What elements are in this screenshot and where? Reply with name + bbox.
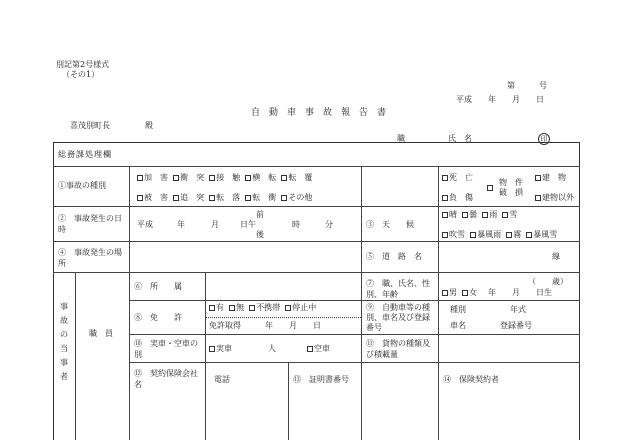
license-acquired: 免許取得 年 月 日	[209, 321, 321, 330]
col-divider	[205, 272, 206, 440]
property-checkbox	[487, 184, 494, 192]
checkbox[interactable]	[502, 212, 508, 218]
occupancy-actual: 実車	[209, 345, 232, 353]
form-number: 別記第2号様式	[56, 60, 110, 69]
checkbox[interactable]	[442, 290, 448, 296]
vehicle-model-year: 年式	[510, 305, 526, 314]
person-label: ⑦ 職、氏名、性別、年齢	[366, 279, 430, 299]
weather-row1: 晴 曇 雨 雪	[442, 211, 517, 219]
col-divider	[438, 206, 439, 362]
checkbox[interactable]	[506, 232, 512, 238]
accident-type-label: ①事故の種別	[58, 181, 106, 190]
license-divider	[205, 317, 361, 318]
license-options: 有 無 不携帯 停止中	[209, 304, 316, 312]
place-label: ④ 事故発生の場所	[58, 248, 122, 268]
checkbox[interactable]	[173, 175, 179, 181]
datetime-minute: 分	[325, 220, 333, 229]
col-divider	[288, 362, 289, 440]
row-divider	[129, 334, 580, 335]
checkbox[interactable]	[442, 212, 448, 218]
checkbox[interactable]	[307, 346, 313, 352]
occupancy-persons: 人	[268, 344, 276, 353]
checkbox[interactable]	[245, 195, 251, 201]
datetime-hour: 時	[292, 220, 300, 229]
occupancy-label: ⑩ 実車・空車の別	[134, 339, 198, 359]
building-option: 建 物	[535, 174, 566, 182]
col-divider	[361, 166, 362, 440]
accident-type-row1: 加 害 衝 突 接 触 横 転 転 覆	[137, 174, 312, 182]
seal-mark: 印	[538, 133, 550, 145]
form-sub-number: （その1）	[62, 70, 100, 79]
checkbox[interactable]	[137, 195, 143, 201]
vehicle-label: ⑨ 自動車等の種別、車名及び登録番号	[366, 303, 430, 332]
report-number-label: 第 号	[507, 81, 547, 90]
vehicle-type: 種別	[450, 305, 466, 314]
checkbox[interactable]	[209, 305, 215, 311]
person-birthdate: 年 月 日生	[488, 288, 552, 297]
datetime-label: ② 事故発生の日時	[58, 214, 122, 234]
checkbox[interactable]	[209, 195, 215, 201]
checkbox[interactable]	[470, 232, 476, 238]
checkbox[interactable]	[535, 195, 541, 201]
property-label-2: 破 損	[499, 188, 523, 197]
weather-label: ③ 天 候	[366, 220, 414, 229]
checkbox[interactable]	[442, 195, 448, 201]
reporter-name-label: 氏 名	[448, 134, 472, 143]
license-label: ⑧ 免 許	[134, 313, 182, 322]
checkbox[interactable]	[482, 212, 488, 218]
checkbox[interactable]	[526, 232, 532, 238]
document-title: 自 動 車 事 故 報 告 書	[251, 108, 387, 118]
datetime-am: 前	[256, 210, 264, 219]
checkbox[interactable]	[462, 212, 468, 218]
checkbox[interactable]	[245, 175, 251, 181]
parties-vertical-label: 事故の当事者	[60, 302, 68, 381]
person-sex: 男 女	[442, 289, 477, 297]
checkbox[interactable]	[173, 195, 179, 201]
road-suffix: 線	[552, 252, 560, 261]
row-divider	[53, 272, 580, 273]
checkbox[interactable]	[281, 175, 287, 181]
datetime-year: 年	[177, 220, 185, 229]
row-divider	[53, 206, 580, 207]
occupancy-empty: 空車	[307, 345, 330, 353]
datetime-month: 月	[211, 220, 219, 229]
row-divider	[129, 362, 580, 363]
vehicle-car-name: 車名	[450, 321, 466, 330]
checkbox[interactable]	[487, 185, 493, 191]
checkbox[interactable]	[229, 305, 235, 311]
reporter-position-label: 職	[397, 134, 405, 143]
checkbox[interactable]	[249, 305, 255, 311]
road-label: ⑤ 道 路 名	[366, 252, 422, 261]
injury-option: 負 傷	[442, 194, 473, 202]
weather-row2: 吹雪 暴風雨 霧 暴風雪	[442, 231, 557, 239]
checkbox[interactable]	[137, 175, 143, 181]
checkbox[interactable]	[442, 232, 448, 238]
col-divider	[129, 166, 130, 440]
report-date-label: 平成 年 月 日	[456, 95, 544, 104]
certificate-number-label: ⑬ 証明書番号	[293, 375, 349, 384]
section-header-label: 総務課処理欄	[58, 150, 112, 159]
row-divider	[53, 166, 580, 167]
person-age: （ 歳）	[528, 277, 568, 286]
insurance-company-label: ⑫ 契約保険会社名	[134, 369, 198, 389]
accident-type-row2: 被 害 追 突 転 落 転 衝 その他	[137, 194, 312, 202]
col-divider	[75, 272, 76, 440]
datetime-era: 平成	[137, 220, 153, 229]
cargo-label: ⑪ 貨物の種類及び積載量	[366, 339, 430, 359]
vehicle-registration-number: 登録番号	[500, 321, 532, 330]
col-divider	[438, 166, 439, 206]
checkbox[interactable]	[209, 175, 215, 181]
insurance-phone: 電話	[214, 375, 230, 384]
datetime-day: 日午	[240, 220, 256, 229]
checkbox[interactable]	[535, 175, 541, 181]
row-divider	[53, 241, 580, 242]
col-divider	[438, 362, 439, 440]
affiliation-label: ⑥ 所 属	[134, 282, 182, 291]
non-building-option: 建物以外	[535, 194, 574, 202]
checkbox[interactable]	[285, 305, 291, 311]
datetime-pm: 後	[256, 230, 264, 239]
honorific: 殿	[145, 121, 153, 130]
policy-holder-label: ⑭ 保険契約者	[443, 375, 499, 384]
checkbox[interactable]	[462, 290, 468, 296]
checkbox[interactable]	[442, 175, 448, 181]
row-divider	[129, 300, 580, 301]
death-option: 死 亡	[442, 174, 473, 182]
checkbox[interactable]	[209, 346, 215, 352]
property-label-1: 物 件	[499, 178, 523, 187]
addressee: 喜茂別町長	[70, 121, 110, 130]
checkbox[interactable]	[281, 195, 287, 201]
staff-label: 職 員	[89, 329, 113, 338]
